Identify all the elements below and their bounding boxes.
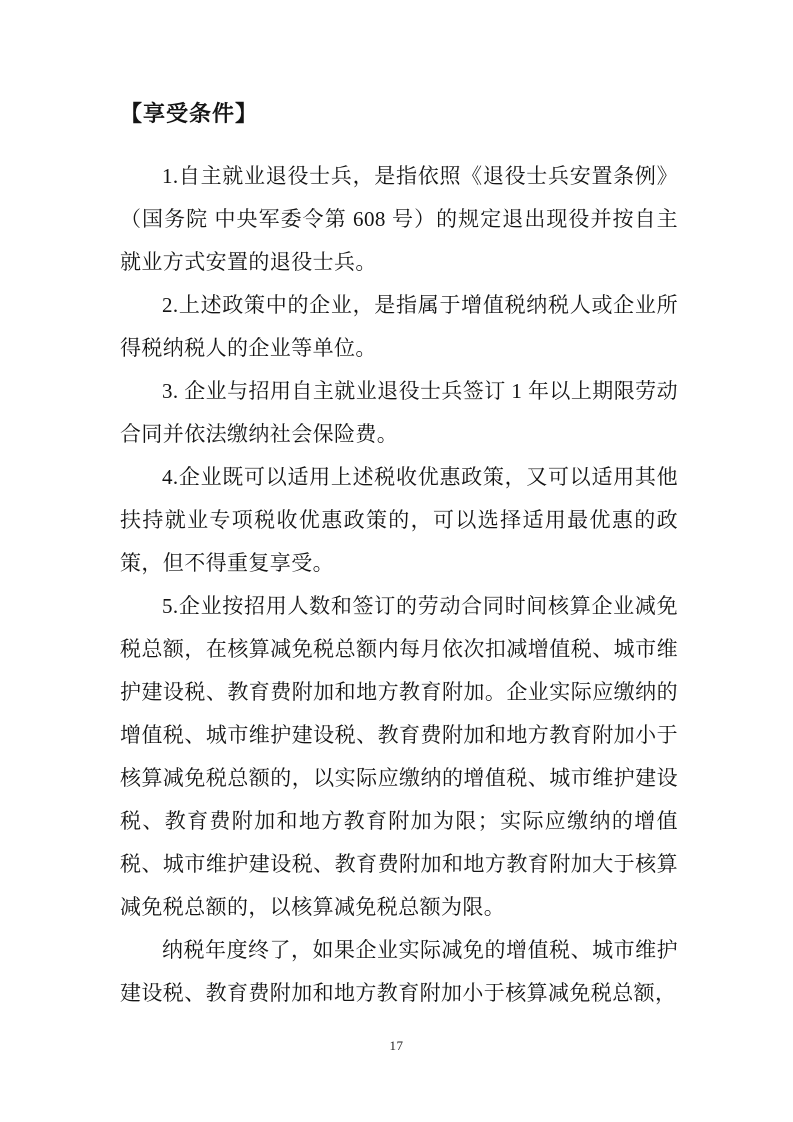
paragraph-item-1: 1.自主就业退役士兵，是指依照《退役士兵安置条例》（国务院 中央军委令第 608 号）的规定退出现役并按自主就业方式安置的退役士兵。 xyxy=(120,164,678,274)
page-number: 17 xyxy=(389,1038,404,1053)
paragraph-item-5: 5.企业按招用人数和签订的劳动合同时间核算企业减免税总额，在核算减免税总额内每月依次扣减增值税、城市维护建设税、教育费附加和地方教育附加。企业实际应缴纳的增值税、城市维护建设税、教育费附加和地方教育附加小于核算减免税总额的，以实际应缴纳的增值税、城市维护建设税、教育费附加和地方教育附加为限；实际应缴纳的增值税、城市维护建设税、教育费附加和地方教育附加大于核算减免税总额的，以核算减免税总额为限。 xyxy=(120,594,678,919)
paragraph-item-6: 纳税年度终了，如果企业实际减免的增值税、城市维护建设税、教育费附加和地方教育附加小于核算减免税总额， xyxy=(120,938,678,1005)
paragraph-item-3: 3. 企业与招用自主就业退役士兵签订 1 年以上期限劳动合同并依法缴纳社会保险费。 xyxy=(120,379,678,446)
paragraph-item-4: 4.企业既可以适用上述税收优惠政策，又可以适用其他扶持就业专项税收优惠政策的，可以选择适用最优惠的政策，但不得重复享受。 xyxy=(120,465,678,575)
paragraph-item-2: 2.上述政策中的企业，是指属于增值税纳税人或企业所得税纳税人的企业等单位。 xyxy=(120,293,678,360)
section-heading: 【享受条件】 xyxy=(120,101,259,126)
